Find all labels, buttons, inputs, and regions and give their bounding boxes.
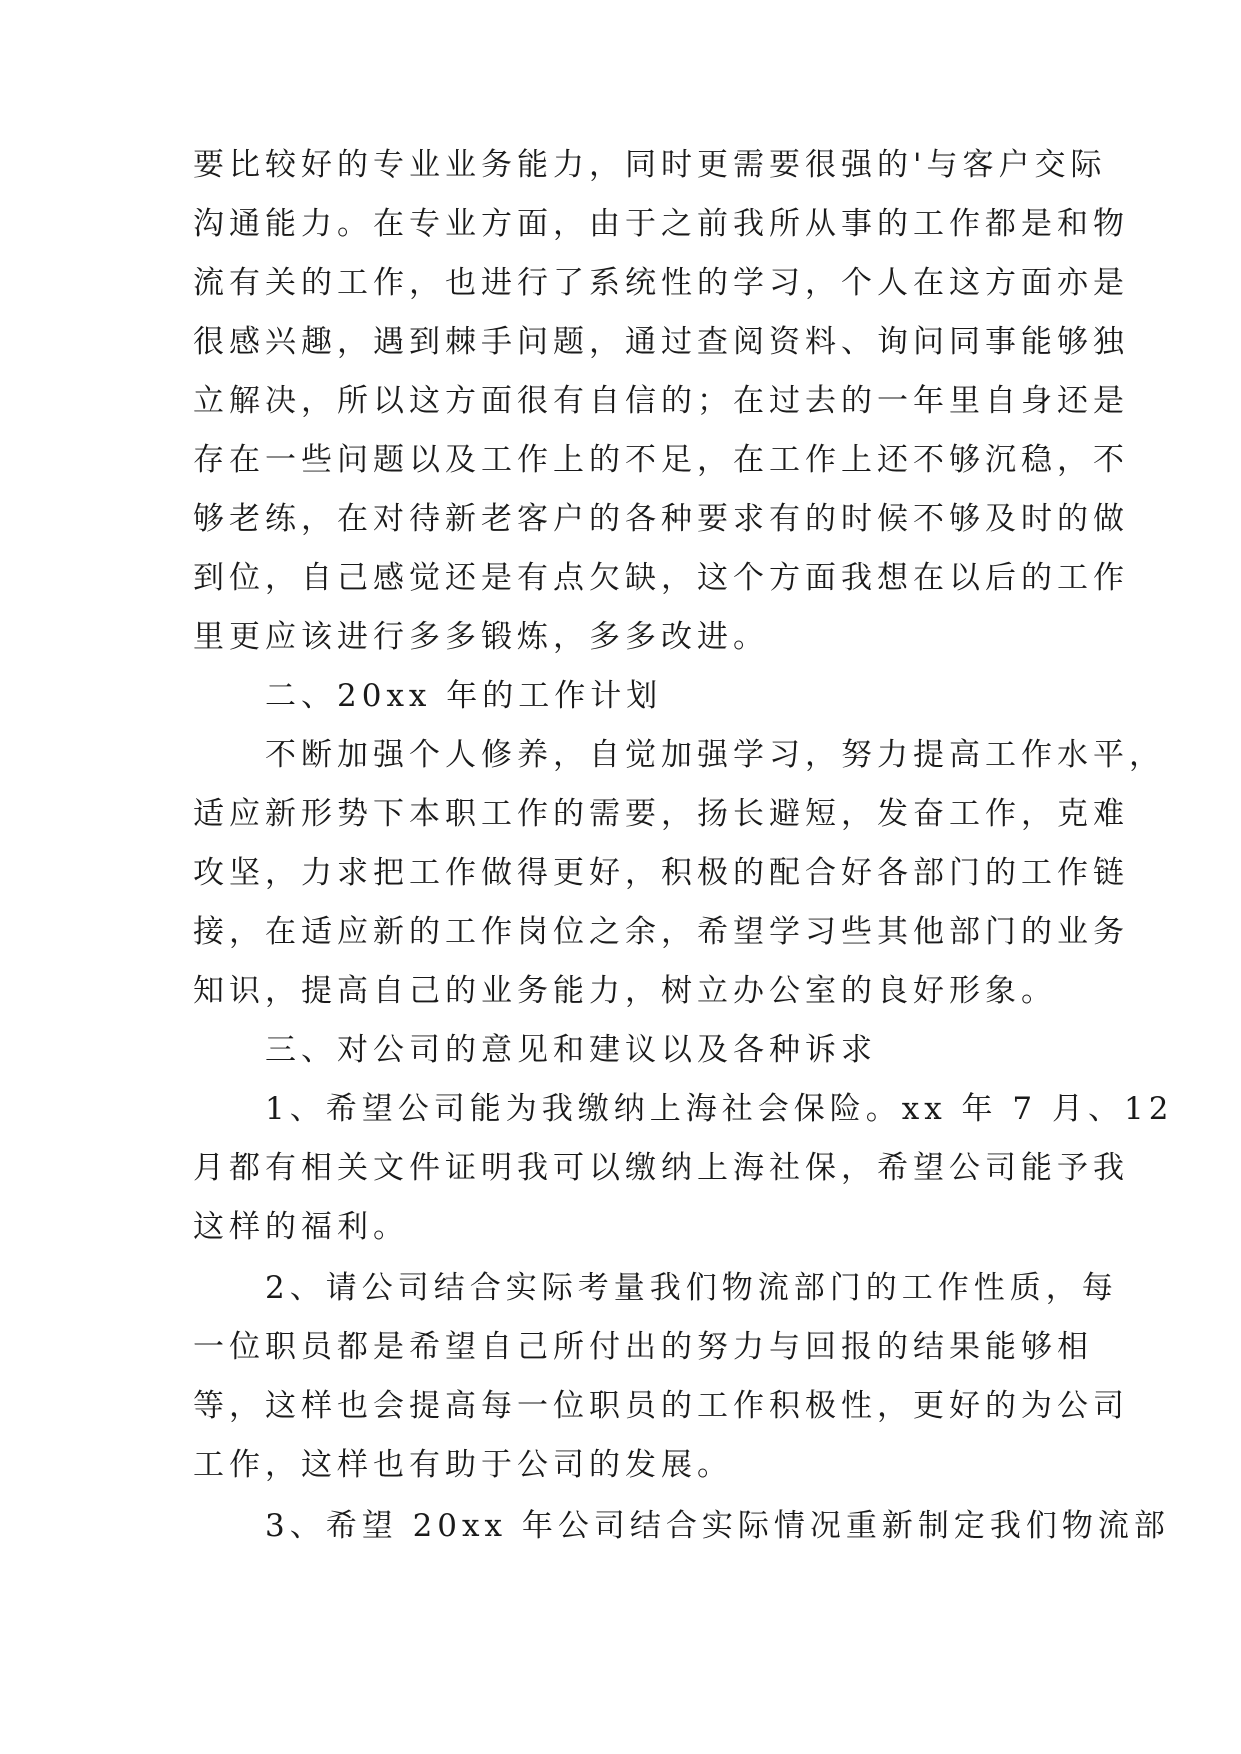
- text-line: 到位，自己感觉还是有点欠缺，这个方面我想在以后的工作: [193, 560, 1129, 596]
- text-line: 够老练，在对待新老客户的各种要求有的时候不够及时的做: [193, 501, 1129, 537]
- text-line: 很感兴趣，遇到棘手问题，通过查阅资料、询问同事能够独: [193, 324, 1129, 360]
- text-line: 适应新形势下本职工作的需要，扬长避短，发奋工作，克难: [193, 796, 1129, 832]
- section-heading: 三、对公司的意见和建议以及各种诉求: [193, 1032, 877, 1068]
- text-line: 要比较好的专业业务能力，同时更需要很强的'与客户交际: [193, 147, 1107, 183]
- text-line: 沟通能力。在专业方面，由于之前我所从事的工作都是和物: [193, 206, 1129, 242]
- text-line: 知识，提高自己的业务能力，树立办公室的良好形象。: [193, 973, 1057, 1009]
- text-line: 攻坚，力求把工作做得更好，积极的配合好各部门的工作链: [193, 855, 1129, 891]
- text-line: 工作，这样也有助于公司的发展。: [193, 1447, 733, 1483]
- text-line: 立解决，所以这方面很有自信的；在过去的一年里自身还是: [193, 383, 1129, 419]
- text-line: 等，这样也会提高每一位职员的工作积极性，更好的为公司: [193, 1388, 1129, 1424]
- document-body: [193, 136, 1174, 1556]
- text-line: 2、请公司结合实际考量我们物流部门的工作性质，每: [193, 1270, 1118, 1306]
- section-heading: 二、20xx 年的工作计划: [193, 678, 663, 714]
- text-line: 3、希望 20xx 年公司结合实际情况重新制定我们物流部: [193, 1508, 1170, 1544]
- text-line: 这样的福利。: [193, 1209, 409, 1245]
- text-line: 1、希望公司能为我缴纳上海社会保险。xx 年 7 月、12: [193, 1091, 1174, 1127]
- text-line: 存在一些问题以及工作上的不足，在工作上还不够沉稳，不: [193, 442, 1129, 478]
- text-line: 月都有相关文件证明我可以缴纳上海社保，希望公司能予我: [193, 1150, 1129, 1186]
- text-line: 一位职员都是希望自己所付出的努力与回报的结果能够相: [193, 1329, 1093, 1365]
- text-line: 接，在适应新的工作岗位之余，希望学习些其他部门的业务: [193, 914, 1129, 950]
- text-line: 不断加强个人修养，自觉加强学习，努力提高工作水平，: [193, 737, 1165, 773]
- text-line: 流有关的工作，也进行了系统性的学习，个人在这方面亦是: [193, 265, 1129, 301]
- text-line: 里更应该进行多多锻炼，多多改进。: [193, 619, 769, 655]
